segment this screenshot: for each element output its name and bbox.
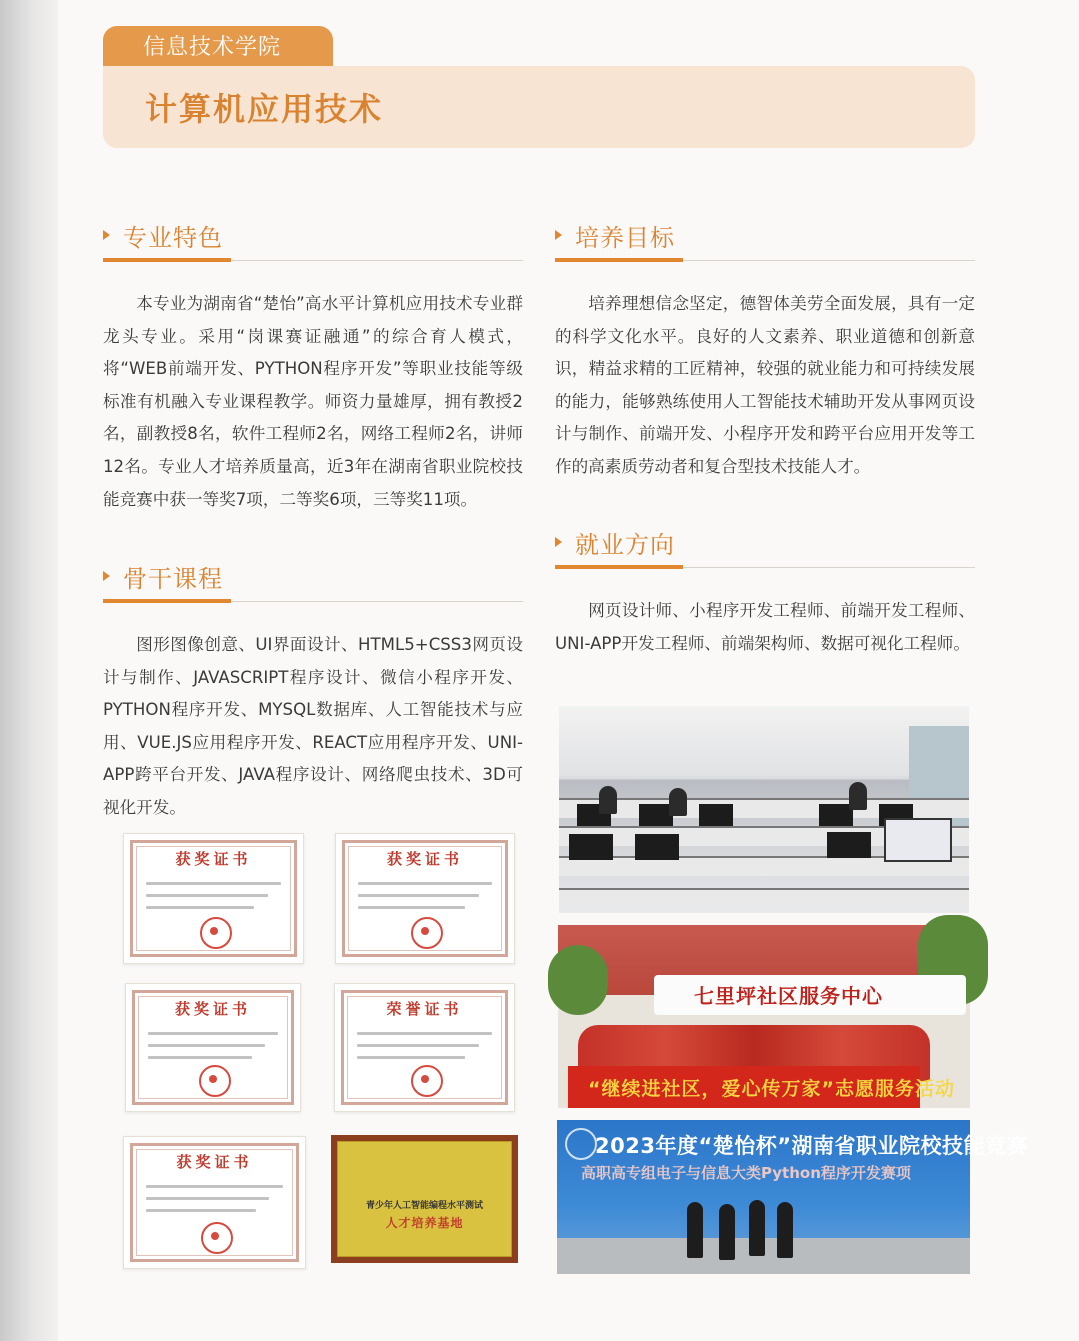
arrow-icon — [103, 571, 110, 581]
arrow-icon — [103, 230, 110, 240]
section-careers — [555, 529, 975, 660]
certificate-title: 获奖证书 — [386, 850, 463, 868]
award-certificate — [335, 833, 515, 964]
competition-subtitle: 高职高专组电子与信息大类Python程序开发赛项 — [581, 1164, 911, 1182]
seal-icon — [200, 917, 232, 949]
college-tag: 信息技术学院 — [103, 26, 333, 70]
competition-logo-icon — [565, 1128, 597, 1160]
section-header — [103, 563, 523, 599]
section-title: 骨干课程 — [123, 565, 223, 593]
section-divider — [555, 258, 975, 262]
section-divider — [103, 599, 523, 603]
major-banner — [103, 66, 975, 148]
seal-icon — [411, 917, 443, 949]
seal-icon — [199, 1065, 231, 1097]
computer-lab-photo — [559, 706, 969, 913]
section-goals — [555, 222, 975, 484]
page-edge-shadow — [0, 0, 60, 1341]
award-certificate — [125, 983, 301, 1112]
courses-text: 图形图像创意、UI界面设计、HTML5+CSS3网页设计与制作、JAVASCRIPT程序设计、微信小程序开发、PYTHON程序开发、MYSQL数据库、人工智能技术与应用、VUE.JS应用程序开发、REACT应用程序开发、UNI-APP跨平台开发、JAVA程序设计、网络爬虫技术、3D可视化开发。 — [103, 635, 523, 817]
certificate-title: 获奖证书 — [175, 850, 252, 868]
honor-certificate — [334, 983, 515, 1112]
training-base-plaque — [331, 1135, 518, 1263]
plaque-title: 人才培养基地 — [385, 1216, 464, 1230]
certificate-title: 获奖证书 — [174, 1000, 251, 1018]
careers-text: 网页设计师、小程序开发工程师、前端开发工程师、UNI-APP开发工程师、前端架构师、数据可视化工程师。 — [555, 601, 975, 653]
section-divider — [103, 258, 523, 262]
volunteer-activity-photo — [558, 925, 970, 1108]
arrow-icon — [555, 537, 562, 547]
section-features — [103, 222, 523, 516]
certificate-title: 荣誉证书 — [386, 1000, 463, 1018]
goals-text: 培养理想信念坚定，德智体美劳全面发展，具有一定的科学文化水平。良好的人文素养、职业道德和创新意识，精益求精的工匠精神，较强的就业能力和可持续发展的能力，能够熟练使用人工智能技术辅助开发从事网页设计与制作、前端开发、小程序开发和跨平台应用开发等工作的高素质劳动者和复合型技术技能人才。 — [555, 294, 975, 476]
plaque-subtitle: 青少年人工智能编程水平测试 — [365, 1201, 483, 1211]
award-certificate — [123, 833, 304, 964]
section-divider — [555, 565, 975, 569]
section-header — [555, 529, 975, 565]
major-title: 计算机应用技术 — [145, 90, 384, 128]
certificate-title: 获奖证书 — [176, 1153, 253, 1171]
section-title: 就业方向 — [575, 531, 675, 559]
community-center-sign: 七里坪社区服务中心 — [654, 975, 966, 1015]
competition-title: 2023年度“楚怡杯”湖南省职业院校技能竞赛 — [595, 1134, 1029, 1158]
features-text: 本专业为湖南省“楚怡”高水平计算机应用技术专业群龙头专业。采用“岗课赛证融通”的综合育人模式，将“WEB前端开发、PYTHON程序开发”等职业技能等级标准有机融入专业课程教学。师资力量雄厚，拥有教授2名，副教授8名，软件工程师2名，网络工程师2名，讲师12名。专业人才培养质量高，近3年在湖南省职业院校技能竞赛中获一等奖7项，二等奖6项，三等奖11项。 — [103, 294, 523, 509]
section-title: 培养目标 — [575, 224, 675, 252]
section-header — [103, 222, 523, 258]
award-certificate — [123, 1136, 306, 1269]
seal-icon — [411, 1065, 443, 1097]
section-header — [555, 222, 975, 258]
volunteer-banner: “继续进社区，爱心传万家”志愿服务活动 — [568, 1066, 920, 1108]
seal-icon — [201, 1222, 233, 1254]
arrow-icon — [555, 230, 562, 240]
competition-photo — [557, 1120, 1029, 1274]
section-title: 专业特色 — [123, 224, 223, 252]
section-courses — [103, 563, 523, 825]
